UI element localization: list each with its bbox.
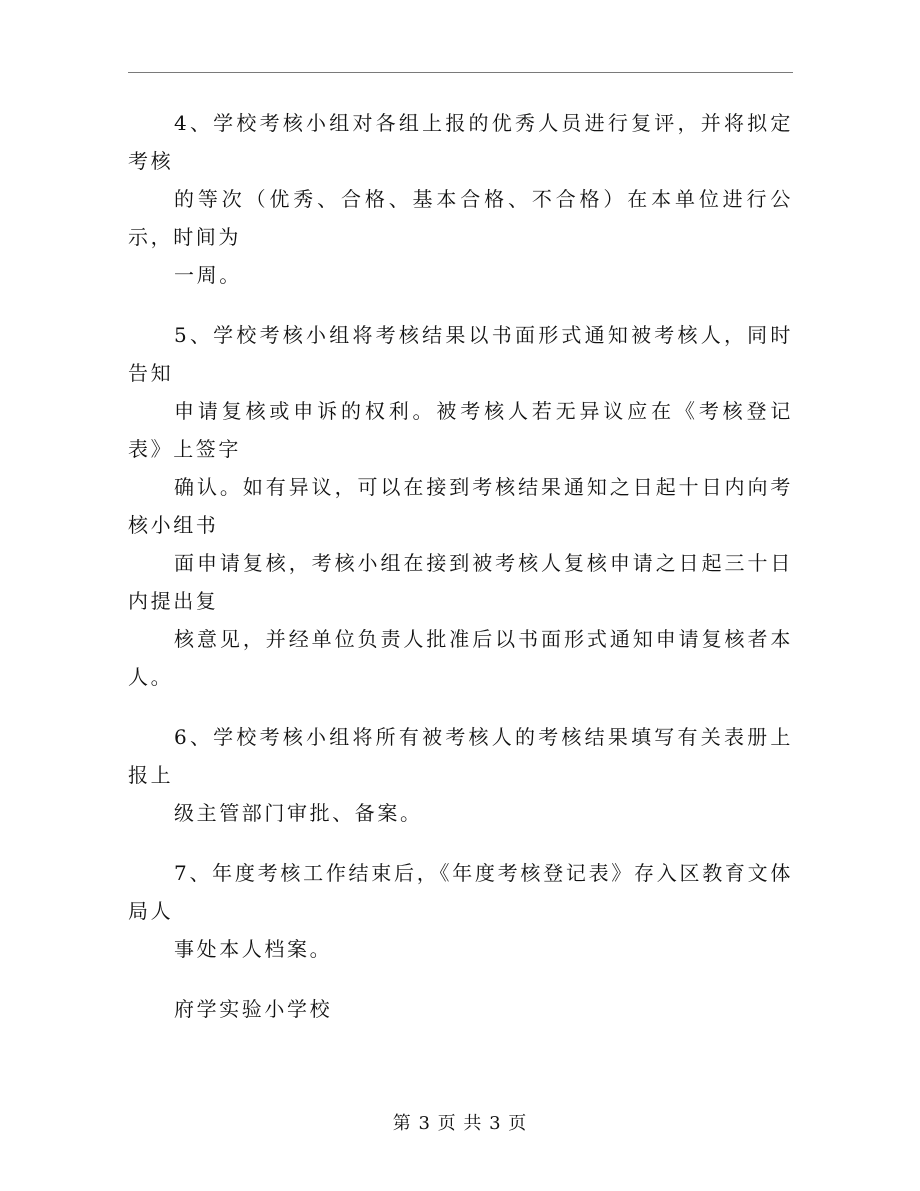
paragraph-7 xyxy=(128,854,793,968)
page-footer xyxy=(0,1111,920,1137)
paragraph-line: 一周。 xyxy=(174,263,242,287)
paragraph-line: 核意见，并经单位负责人批准后以书面形式通知申请复核者本人。 xyxy=(128,627,793,689)
paragraph-line: 7、年度考核工作结束后，《年度考核登记表》存入区教育文体局人 xyxy=(128,861,793,923)
document-body xyxy=(128,104,793,1028)
paragraph-4 xyxy=(128,104,793,294)
paragraph-6 xyxy=(128,718,793,832)
paragraph-5 xyxy=(128,316,793,696)
paragraph-line: 4、学校考核小组对各组上报的优秀人员进行复评，并将拟定考核 xyxy=(128,111,793,173)
paragraph-line: 6、学校考核小组将所有被考核人的考核结果填写有关表册上报上 xyxy=(128,725,793,787)
paragraph-line: 5、学校考核小组将考核结果以书面形式通知被考核人，同时告知 xyxy=(128,323,793,385)
paragraph-line: 确认。如有异议，可以在接到考核结果通知之日起十日内向考核小组书 xyxy=(128,475,793,537)
page-number-label: 第 3 页 共 3 页 xyxy=(392,1113,528,1134)
paragraph-line: 级主管部门审批、备案。 xyxy=(174,801,423,825)
school-signature: 府学实验小学校 xyxy=(174,997,333,1021)
paragraph-line: 的等次（优秀、合格、基本合格、不合格）在本单位进行公示，时间为 xyxy=(128,187,793,249)
paragraph-line: 申请复核或申诉的权利。被考核人若无异议应在《考核登记表》上签字 xyxy=(128,399,793,461)
paragraph-line: 事处本人档案。 xyxy=(174,937,333,961)
paragraph-line: 面申请复核，考核小组在接到被考核人复核申请之日起三十日内提出复 xyxy=(128,551,793,613)
header-rule xyxy=(128,72,793,73)
